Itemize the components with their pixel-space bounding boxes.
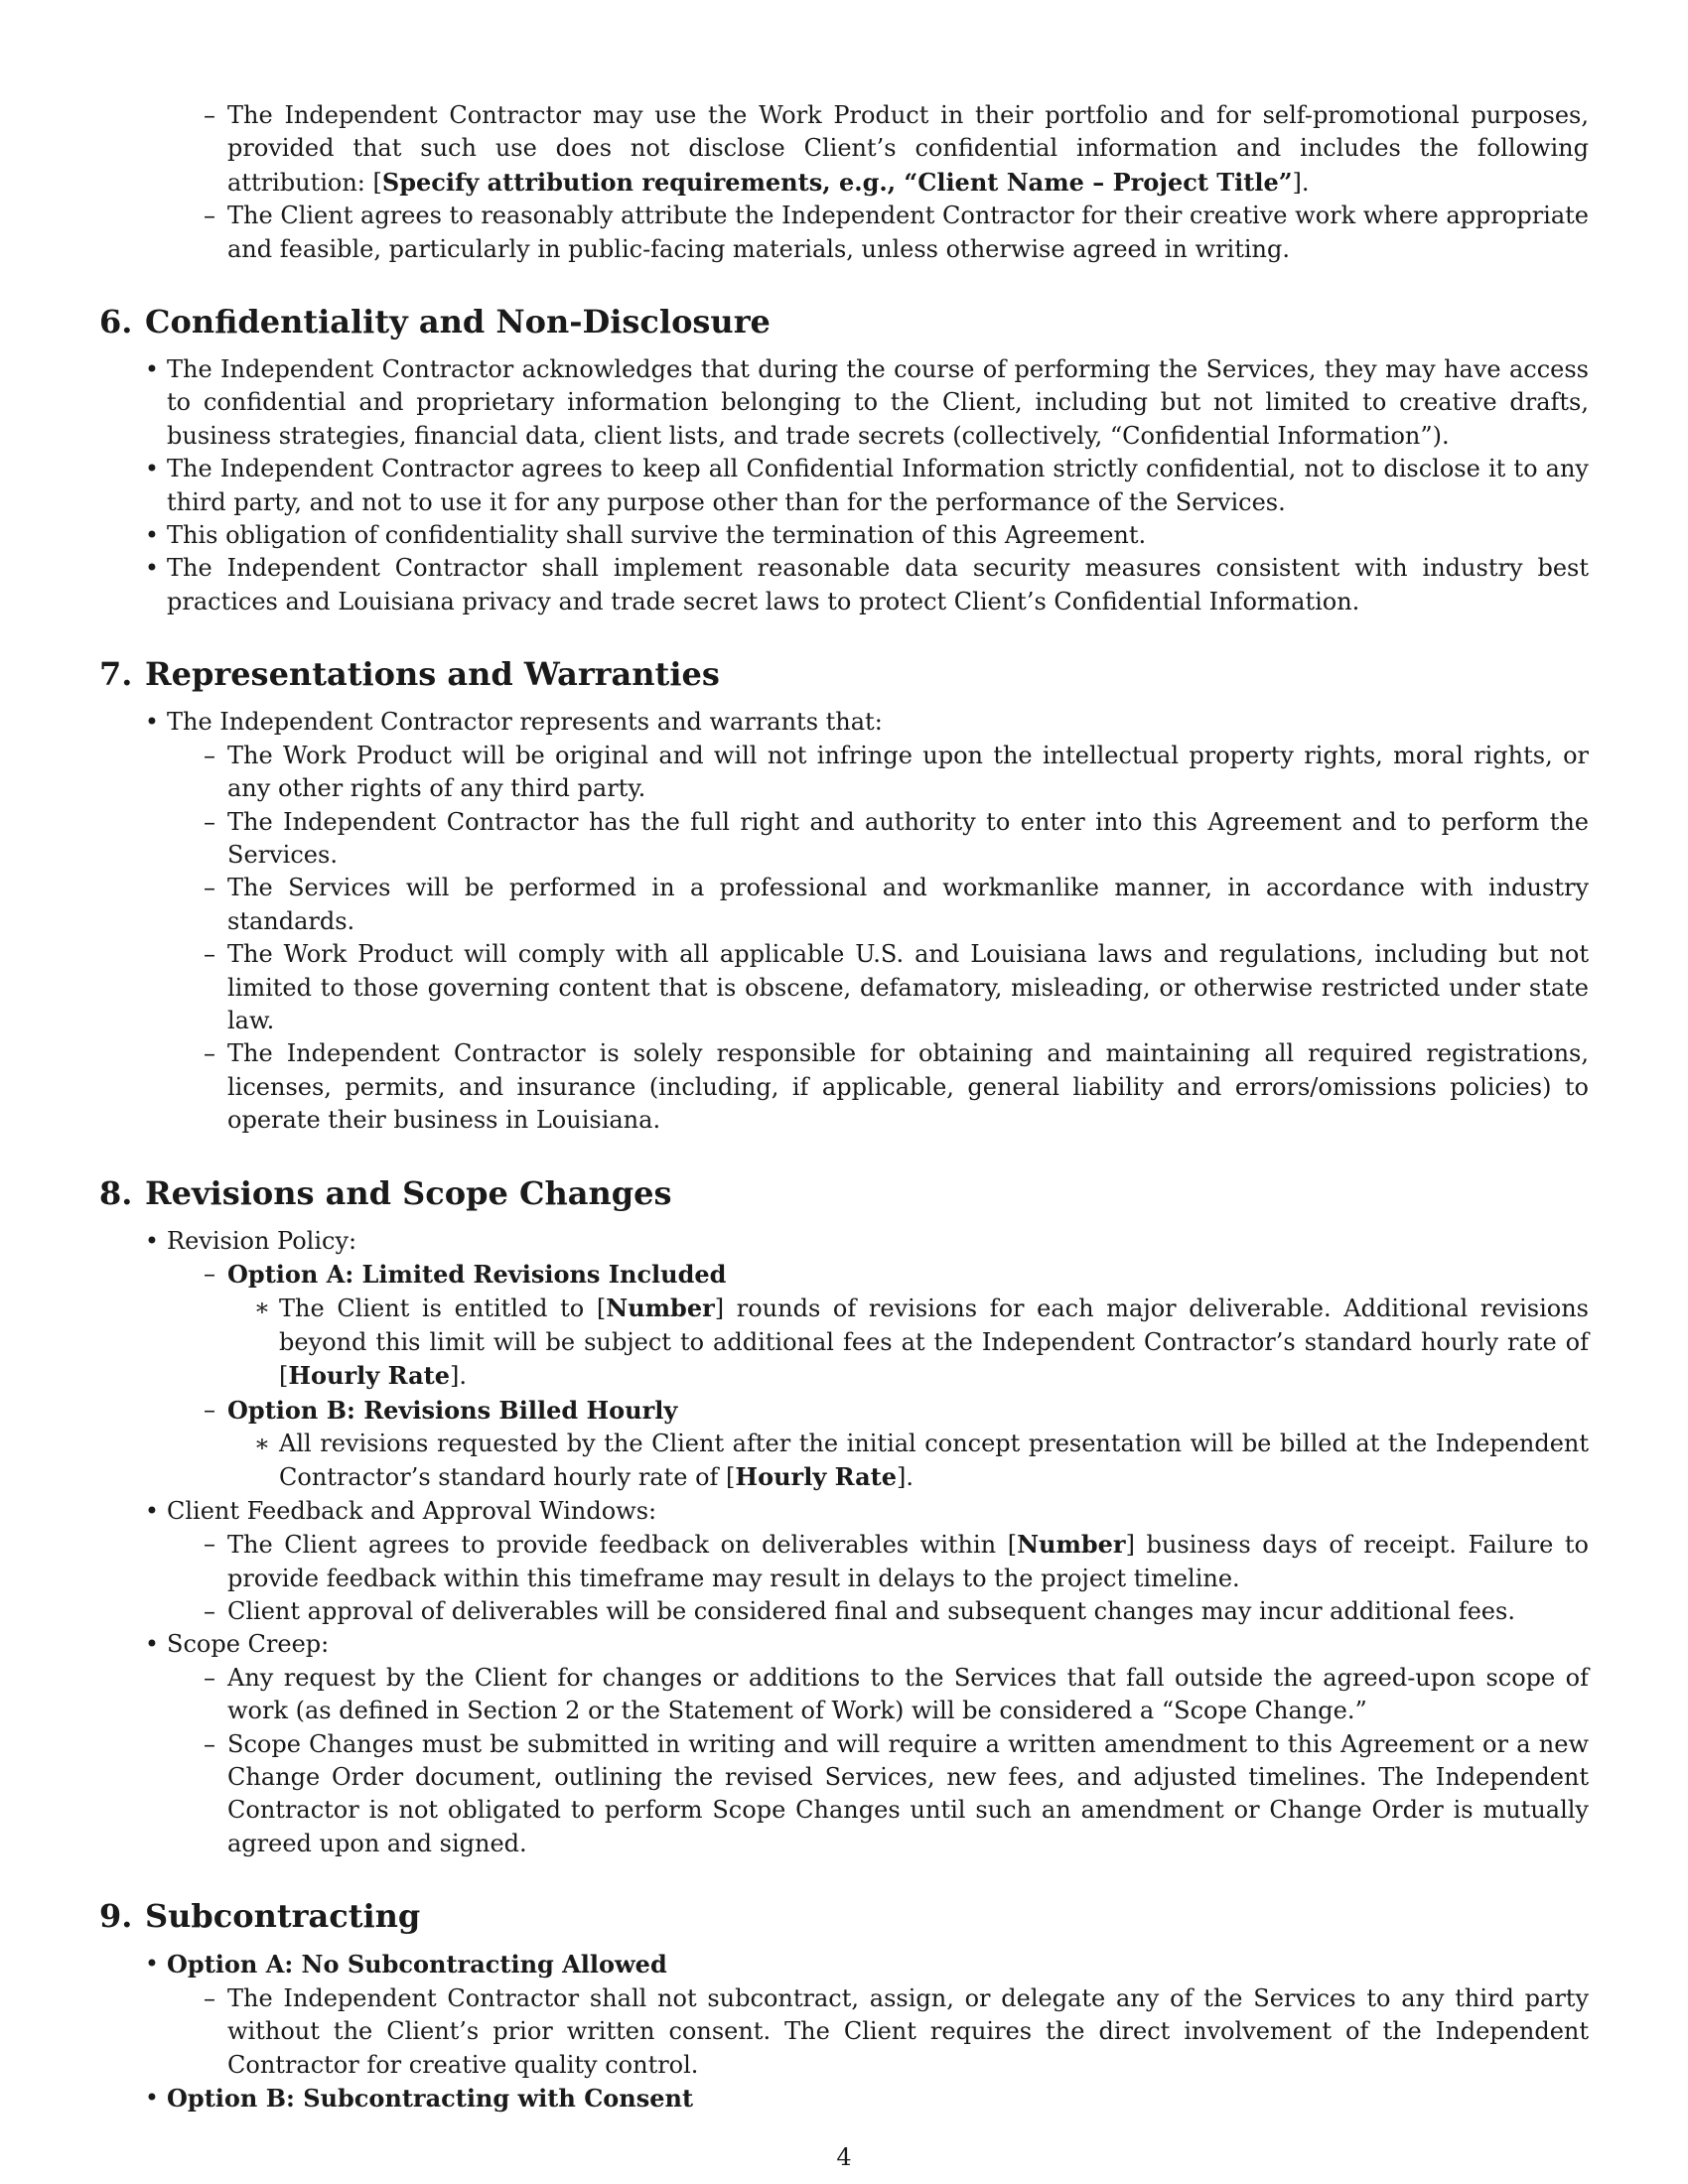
list-item: – Any request by the Client for changes or additions to the Services that fall outside the agreed-upon scope of work (as defined in Section 2 or the Statement of Work) will be considered a “Scope Change.”: [99, 1662, 1589, 1728]
list-item: – Option A: Limited Revisions Included: [99, 1258, 1589, 1292]
list-item: – The Client agrees to provide feedback on deliverables within [Number] business days of receipt. Failure to provide feedback within this timeframe may result in delays to the project timeline.: [99, 1528, 1589, 1595]
page-number: 4: [836, 2143, 852, 2171]
list-item: – Scope Changes must be submitted in writing and will require a written amendment to this Agreement or a new Change Order document, outlining the revised Services, new fees, and adjusted timelines. The Independent Contractor is not obligated to perform Scope Changes until such an amendment or Change Order is mutually agreed upon and signed.: [99, 1728, 1589, 1861]
section-heading-6: 6. Confidentiality and Non-Disclosure: [99, 303, 771, 341]
bullet-marker: •: [144, 1950, 159, 1979]
dash-marker: –: [204, 101, 215, 129]
dash-marker: –: [204, 1597, 215, 1626]
dash-marker: –: [204, 1983, 215, 2012]
list-item: – The Independent Contractor has the full right and authority to enter into this Agreement and to perform the Services.: [99, 806, 1589, 873]
list-item: • Client Feedback and Approval Windows:: [99, 1495, 1589, 1528]
list-item: • The Independent Contractor agrees to keep all Confidential Information strictly confidential, not to disclose it to any third party, and not to use it for any purpose other than for the performance of the Services.: [99, 453, 1589, 519]
section-6-list: [99, 353, 1589, 618]
list-item: – The Independent Contractor is solely responsible for obtaining and maintaining all required registrations, licenses, permits, and insurance (including, if applicable, general liability and errors/omissions policies) to operate their business in Louisiana.: [99, 1037, 1589, 1137]
list-item: – Option B: Revisions Billed Hourly: [99, 1394, 1589, 1428]
dash-marker: –: [204, 741, 215, 769]
star-marker: ∗: [253, 1430, 270, 1457]
list-item: • Option B: Subcontracting with Consent: [99, 2082, 1589, 2116]
document-page: [99, 99, 1589, 2116]
bullet-marker: •: [144, 355, 159, 384]
bullet-marker: •: [144, 455, 159, 483]
dash-marker: –: [204, 1039, 215, 1068]
bullet-marker: •: [144, 1630, 159, 1659]
list-item: • The Independent Contractor acknowledges that during the course of performing the Services, they may have access to confidential and proprietary information belonging to the Client, including but not limited to creative drafts, business strategies, financial data, client lists, and trade secrets (collectively, “Confidential Information”).: [99, 353, 1589, 453]
bullet-marker: •: [144, 554, 159, 583]
bullet-marker: •: [144, 708, 159, 737]
list-item: • The Independent Contractor shall implement reasonable data security measures consistent with industry best practices and Louisiana privacy and trade secret laws to protect Client’s Confidential Information.: [99, 552, 1589, 618]
list-item: • This obligation of confidentiality shall survive the termination of this Agreement.: [99, 519, 1589, 552]
dash-marker: –: [204, 1530, 215, 1559]
dash-marker: –: [204, 807, 215, 836]
section-9-list: [99, 1948, 1589, 2116]
bullet-marker: •: [144, 521, 159, 550]
list-item: ∗ All revisions requested by the Client after the initial concept presentation will be billed at the Independent Contractor’s standard hourly rate of [Hourly Rate].: [99, 1428, 1589, 1495]
dash-marker: –: [204, 874, 215, 902]
list-item: – The Independent Contractor shall not subcontract, assign, or delegate any of the Services to any third party without the Client’s prior written consent. The Client requires the direct involvement of the Independent Contractor for creative quality control.: [99, 1982, 1589, 2082]
list-item: ∗ The Client is entitled to [Number] rounds of revisions for each major deliverable. Additional revisions beyond this limit will be subject to additional fees at the Independent Contractor’s standard hourly rate of [Hourly Rate].: [99, 1292, 1589, 1393]
list-item: • Scope Creep:: [99, 1628, 1589, 1661]
star-marker: ∗: [253, 1294, 270, 1322]
dash-marker: –: [204, 1259, 215, 1288]
dash-marker: –: [204, 202, 215, 230]
list-item: – The Work Product will be original and will not infringe upon the intellectual property rights, moral rights, or any other rights of any third party.: [99, 740, 1589, 806]
list-item: – The Client agrees to reasonably attribute the Independent Contractor for their creative work where appropriate and feasible, particularly in public-facing materials, unless otherwise agreed in writing.: [99, 200, 1589, 266]
list-item: – Client approval of deliverables will be considered final and subsequent changes may incur additional fees.: [99, 1595, 1589, 1628]
intro-list: [99, 99, 1589, 266]
list-item: – The Services will be performed in a professional and workmanlike manner, in accordance with industry standards.: [99, 872, 1589, 938]
section-8-list: [99, 1225, 1589, 1861]
section-heading-7: 7. Representations and Warranties: [99, 655, 720, 694]
dash-marker: –: [204, 1395, 215, 1424]
bullet-marker: •: [144, 1226, 159, 1255]
list-item: • Option A: No Subcontracting Allowed: [99, 1948, 1589, 1981]
list-item: – The Work Product will comply with all applicable U.S. and Louisiana laws and regulations, including but not limited to those governing content that is obscene, defamatory, misleading, or otherwise restricted under state law.: [99, 938, 1589, 1037]
list-item: • The Independent Contractor represents and warrants that:: [99, 706, 1589, 739]
bullet-marker: •: [144, 1496, 159, 1525]
bullet-marker: •: [144, 2083, 159, 2112]
dash-marker: –: [204, 1663, 215, 1692]
section-heading-9: 9. Subcontracting: [99, 1897, 421, 1936]
list-item: • Revision Policy:: [99, 1225, 1589, 1258]
list-item: – The Independent Contractor may use the Work Product in their portfolio and for self-promotional purposes, provided that such use does not disclose Client’s confidential information and includes the following attribution: [Specify attribution requirements, e.g., “Client Name – Project Title”].: [99, 99, 1589, 200]
dash-marker: –: [204, 940, 215, 969]
section-heading-8: 8. Revisions and Scope Changes: [99, 1173, 672, 1212]
section-7-list: [99, 706, 1589, 1137]
dash-marker: –: [204, 1729, 215, 1758]
